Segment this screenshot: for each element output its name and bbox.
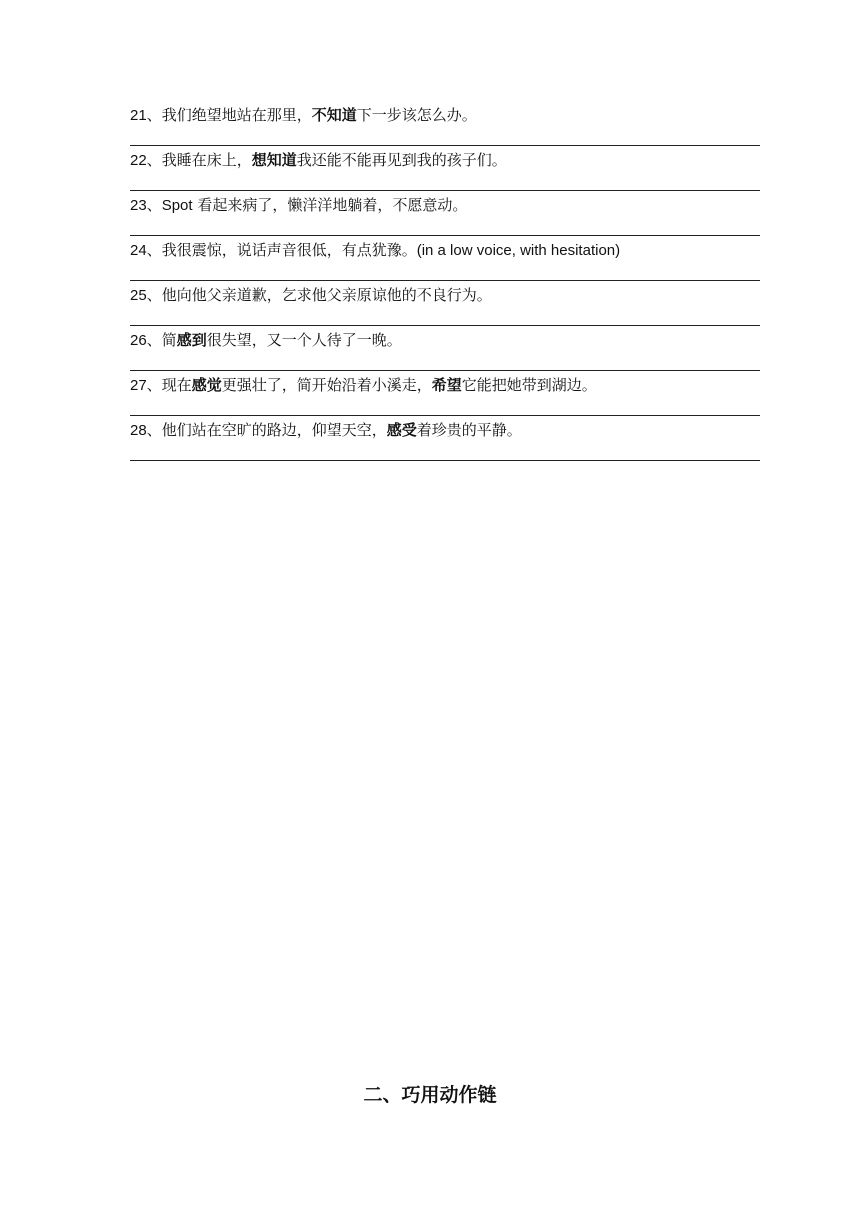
exercise-number: 21、 bbox=[130, 107, 162, 124]
sentence-fragment: 我还能不能再见到我的孩子们。 bbox=[296, 151, 507, 169]
sentence-fragment: 很失望，又一个人待了一晚。 bbox=[206, 331, 402, 349]
exercise-number: 26、 bbox=[130, 332, 162, 349]
exercise-item bbox=[130, 145, 760, 190]
exercise-item bbox=[130, 370, 760, 415]
bold-keyword: 感受 bbox=[386, 421, 417, 439]
answer-line[interactable] bbox=[130, 460, 760, 461]
sentence-fragment: 简 bbox=[161, 331, 177, 349]
bold-keyword: 感觉 bbox=[191, 376, 222, 394]
exercise-number: 24、 bbox=[130, 242, 162, 259]
exercise-sentence bbox=[130, 150, 507, 171]
exercise-sentence bbox=[130, 105, 477, 126]
sentence-fragment: (in a low voice, with hesitation) bbox=[416, 242, 621, 259]
exercise-sentence bbox=[130, 285, 492, 306]
sentence-fragment: Spot bbox=[161, 197, 193, 214]
sentence-fragment: 他们站在空旷的路边，仰望天空， bbox=[161, 421, 387, 439]
sentence-fragment: 我很震惊，说话声音很低，有点犹豫。 bbox=[161, 241, 417, 259]
exercise-number: 28、 bbox=[130, 422, 162, 439]
sentence-fragment: 更强壮了，简开始沿着小溪走， bbox=[221, 376, 432, 394]
bold-keyword: 想知道 bbox=[251, 151, 297, 169]
sentence-fragment: 他向他父亲道歉，乞求他父亲原谅他的不良行为。 bbox=[161, 286, 492, 304]
exercise-sentence bbox=[130, 375, 597, 396]
sentence-fragment: 现在 bbox=[161, 376, 192, 394]
exercise-item bbox=[130, 235, 760, 280]
exercise-item bbox=[130, 100, 760, 145]
exercise-list bbox=[130, 100, 760, 460]
bold-keyword: 希望 bbox=[431, 376, 462, 394]
sentence-fragment: 着珍贵的平静。 bbox=[416, 421, 522, 439]
sentence-fragment: 我们绝望地站在那里， bbox=[161, 106, 312, 124]
exercise-sentence bbox=[130, 330, 402, 351]
section-heading: 二、巧用动作链 bbox=[363, 1084, 497, 1106]
sentence-fragment: 我睡在床上， bbox=[161, 151, 252, 169]
exercise-item bbox=[130, 325, 760, 370]
exercise-number: 25、 bbox=[130, 287, 162, 304]
exercise-sentence bbox=[130, 195, 467, 216]
exercise-number: 22、 bbox=[130, 152, 162, 169]
sentence-fragment: 它能把她带到湖边。 bbox=[461, 376, 597, 394]
bold-keyword: 不知道 bbox=[311, 106, 357, 124]
exercise-item bbox=[130, 280, 760, 325]
exercise-item bbox=[130, 415, 760, 460]
bold-keyword: 感到 bbox=[176, 331, 207, 349]
exercise-number: 27、 bbox=[130, 377, 162, 394]
sentence-fragment: 看起来病了，懒洋洋地躺着，不愿意动。 bbox=[192, 196, 468, 214]
exercise-item bbox=[130, 190, 760, 235]
sentence-fragment: 下一步该怎么办。 bbox=[356, 106, 477, 124]
exercise-sentence bbox=[130, 240, 620, 261]
exercise-sentence bbox=[130, 420, 522, 441]
exercise-number: 23、 bbox=[130, 197, 162, 214]
